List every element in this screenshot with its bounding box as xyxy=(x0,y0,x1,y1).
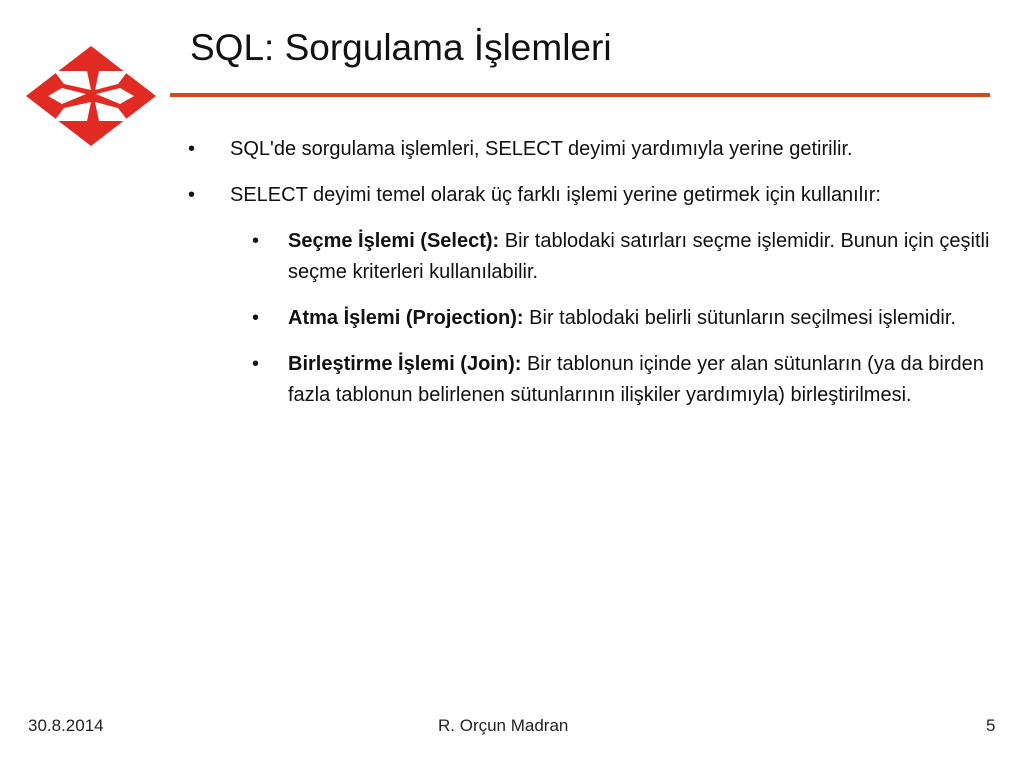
sub-bullet-item xyxy=(238,303,998,334)
sub-bullet-description: Bir tablodaki belirli sütunların seçilmesi işlemidir. xyxy=(523,307,956,329)
slide-content xyxy=(178,134,998,426)
bullet-glyph: • xyxy=(252,307,260,329)
page-number: 5 xyxy=(986,716,996,735)
sub-bullet-text xyxy=(288,303,956,334)
footer-author: R. Orçun Madran xyxy=(438,716,569,735)
slide-title: SQL: Sorgulama İşlemleri xyxy=(190,27,612,68)
bullet-glyph: • xyxy=(252,230,260,252)
title-underline xyxy=(170,93,990,97)
sub-bullet-description: Bir tablodaki satırları seçme işlemidir. Bunun için çeşitli seçme kriterleri kullanılabilir. xyxy=(288,230,990,283)
bullet-text: SQL'de sorgulama işlemleri, SELECT deyimi yardımıyla yerine getirilir. xyxy=(230,138,853,160)
sub-bullet-term: Birleştirme İşlemi (Join): xyxy=(288,353,522,375)
bullet-text: SELECT deyimi temel olarak üç farklı işlemi yerine getirmek için kullanılır: xyxy=(230,184,881,206)
sub-bullet-term: Atma İşlemi (Projection): xyxy=(288,307,524,329)
bullet-item xyxy=(178,134,998,165)
bullet-glyph: • xyxy=(188,184,196,206)
sub-bullet-text xyxy=(288,349,998,411)
red-diamond-logo xyxy=(24,44,158,148)
bullet-glyph: • xyxy=(252,353,260,375)
sub-bullet-item xyxy=(238,226,998,288)
bullet-item xyxy=(178,180,998,211)
sub-bullet-item xyxy=(238,349,998,411)
sub-bullet-term: Seçme İşlemi (Select): xyxy=(288,230,500,252)
sub-bullet-text xyxy=(288,226,998,288)
bullet-glyph: • xyxy=(188,138,196,160)
sub-bullet-description: Bir tablonun içinde yer alan sütunların (ya da birden fazla tablonun belirlenen sütunlarının ilişkiler yardımıyla) birleştirilmesi. xyxy=(288,353,984,406)
footer-date: 30.8.2014 xyxy=(28,716,104,735)
